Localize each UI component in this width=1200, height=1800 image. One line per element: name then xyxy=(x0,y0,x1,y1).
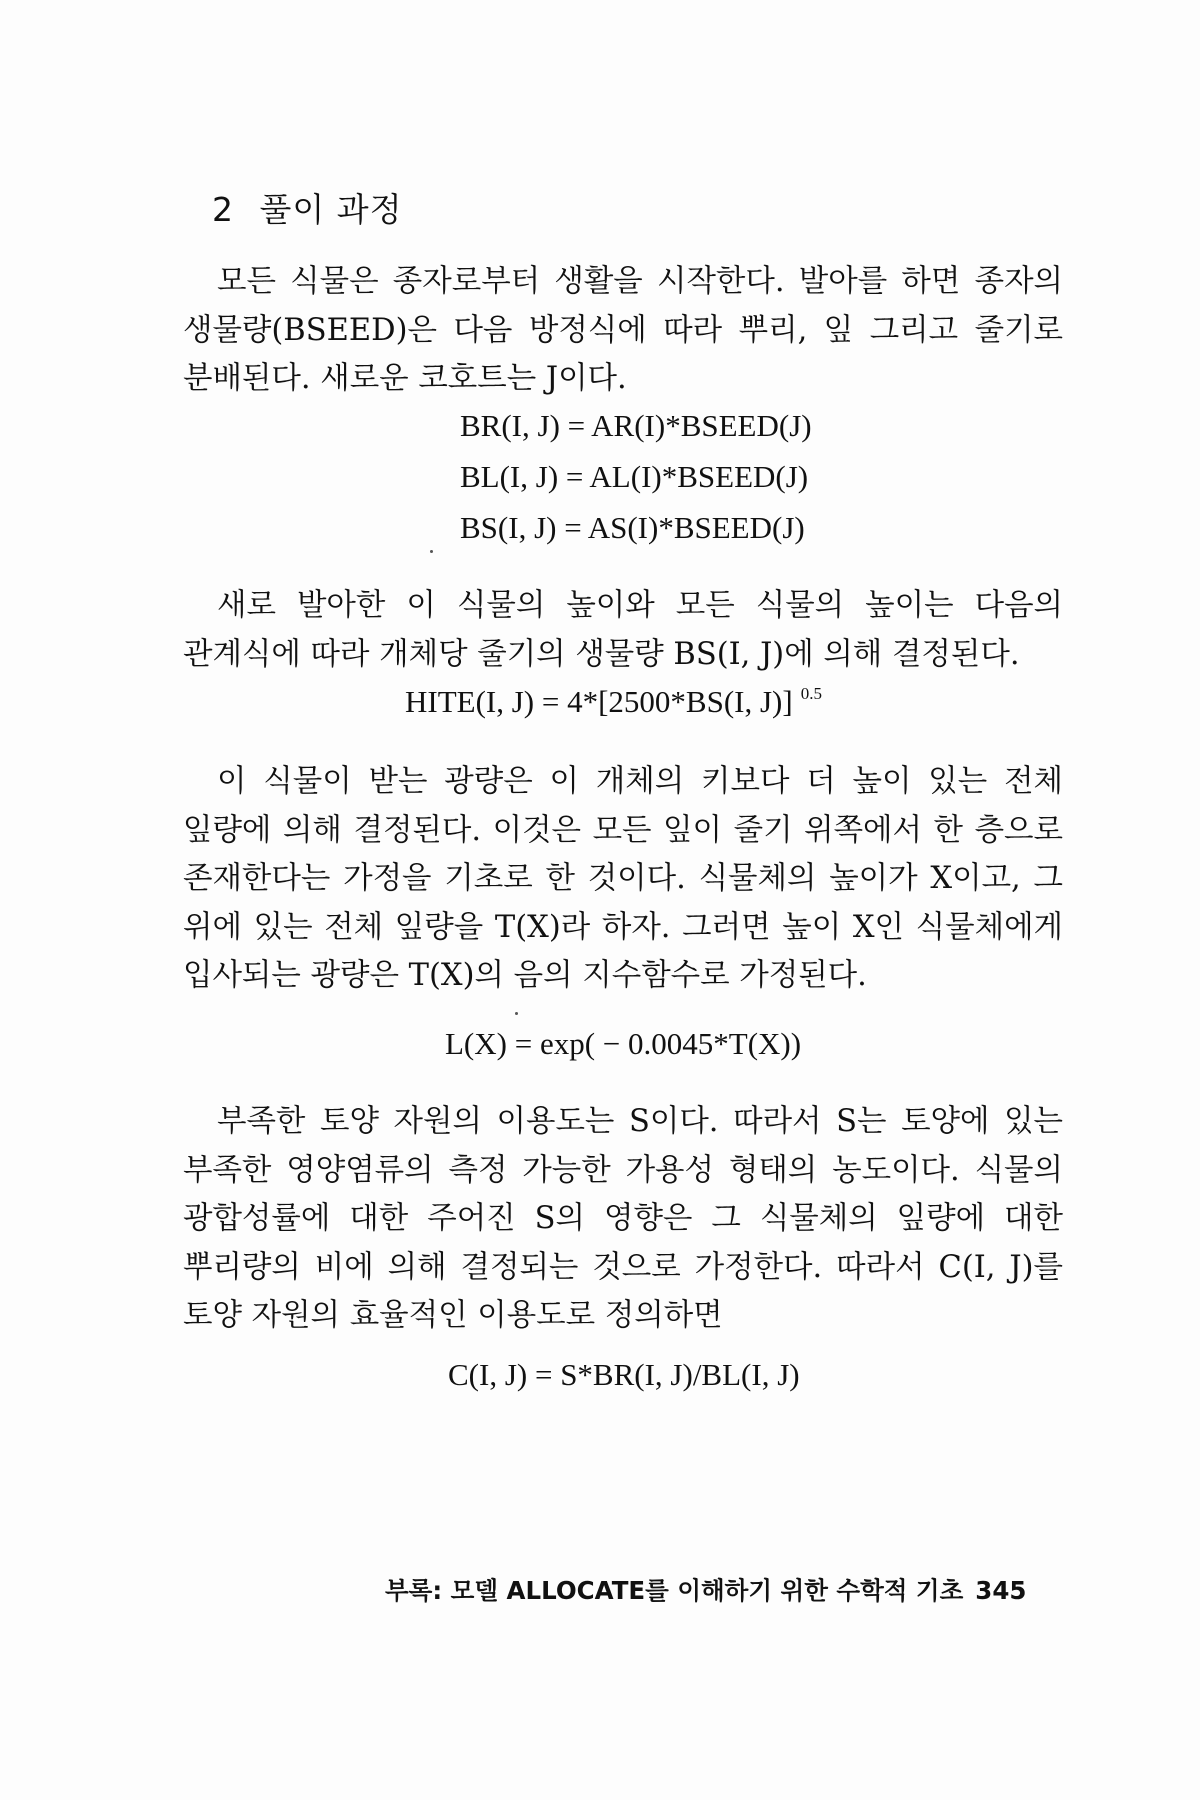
paragraph-light: 이 식물이 받는 광량은 이 개체의 키보다 더 높이 있는 전체 잎량에 의해 결정된다. 이것은 모든 잎이 줄기 위쪽에서 한 층으로 존재한다는 가정을 기초로 한 것이다. 식물체의 높이가 X이고, 그 위에 있는 전체 잎량을 T(X)라 하자. 그러면 높이 X인 식물체에게 입사되는 광량은 T(X)의 음의 지수함수로 가정된다. xyxy=(183,764,1063,993)
equation-c: C(I, J) = S*BR(I, J)/BL(I, J) xyxy=(448,1357,800,1392)
section-number: 2 xyxy=(212,190,234,229)
section-heading xyxy=(212,184,403,231)
equation-hite-body: HITE(I, J) = 4*[2500*BS(I, J)] xyxy=(405,684,793,719)
equation-bl: BL(I, J) = AL(I)*BSEED(J) xyxy=(460,459,809,494)
section-title-text: 풀이 과정 xyxy=(259,190,403,229)
paragraph-seed-allocation: 모든 식물은 종자로부터 생활을 시작한다. 발아를 하면 종자의 생물량(BSEED)은 다음 방정식에 따라 뿌리, 잎 그리고 줄기로 분배된다. 새로운 코호트는 J이다. xyxy=(183,264,1063,396)
running-title: 부록: 모델 ALLOCATE를 이해하기 위한 수학적 기초 xyxy=(385,1576,964,1605)
equation-br: BR(I, J) = AR(I)*BSEED(J) xyxy=(460,408,812,443)
equation-hite xyxy=(405,684,822,720)
print-speck xyxy=(430,550,433,553)
equation-hite-exponent: 0.5 xyxy=(800,684,822,703)
equation-light: L(X) = exp( − 0.0045*T(X)) xyxy=(445,1026,802,1061)
print-speck xyxy=(515,1012,518,1015)
paragraph-height-relation: 새로 발아한 이 식물의 높이와 모든 식물의 높이는 다음의 관계식에 따라 개체당 줄기의 생물량 BS(I, J)에 의해 결정된다. xyxy=(183,588,1063,672)
paragraph-soil-resource: 부족한 토양 자원의 이용도는 S이다. 따라서 S는 토양에 있는 부족한 영양염류의 측정 가능한 가용성 형태의 농도이다. 식물의 광합성률에 대한 주어진 S의 영향은 그 식물체의 잎량에 대한 뿌리량의 비에 의해 결정되는 것으로 가정한다. 따라서 C(I, J)를 토양 자원의 효율적인 이용도로 정의하면 xyxy=(183,1104,1063,1333)
equation-bs: BS(I, J) = AS(I)*BSEED(J) xyxy=(460,510,805,545)
running-footer xyxy=(385,1572,1026,1607)
page-number: 345 xyxy=(975,1576,1027,1605)
